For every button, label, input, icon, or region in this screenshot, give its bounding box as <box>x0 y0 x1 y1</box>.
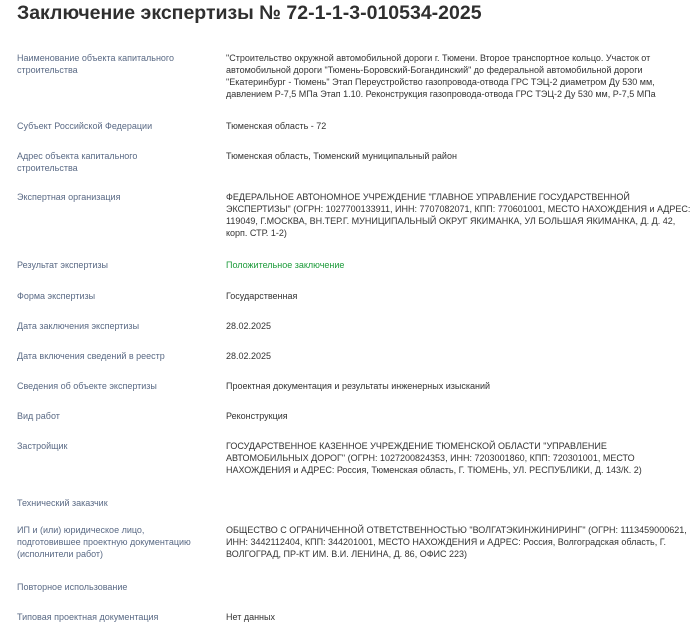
field-value: ФЕДЕРАЛЬНОЕ АВТОНОМНОЕ УЧРЕЖДЕНИЕ "ГЛАВНОЕ УПРАВЛЕНИЕ ГОСУДАРСТВЕННОЙ ЭКСПЕРТИЗЫ" (ОГРН: 1027700133911, ИНН: 7707082071, КПП: 770601001, МЕСТО НАХОЖДЕНИЯ и АДРЕС: 119049, Г.МОСКВА, ВН.ТЕР.Г. МУНИЦИПАЛЬНЫЙ ОКРУГ ЯКИМАНКА, УЛ БОЛЬШАЯ ЯКИМАНКА, Д. Д. 42, корп. СТР. 1-2) <box>226 192 691 238</box>
field-value: Проектная документация и результаты инженерных изысканий <box>226 381 490 391</box>
field-value: Нет данных <box>226 612 275 622</box>
field-value: ГОСУДАРСТВЕННОЕ КАЗЕННОЕ УЧРЕЖДЕНИЕ ТЮМЕНСКОЙ ОБЛАСТИ "УПРАВЛЕНИЕ АВТОМОБИЛЬНЫХ ДОРОГ" (ОГРН: 1027200824353, ИНН: 7203001860, КПП: 720301001, МЕСТО НАХОЖДЕНИЯ и АДРЕС: Россия, Тюменская область, Г. ТЮМЕНЬ, УЛ. РЕСПУБЛИКИ, Д. 143/К. 2) <box>226 441 642 475</box>
field-label: Результат экспертизы <box>17 260 108 270</box>
field-label: Субъект Российской Федерации <box>17 121 153 131</box>
result-status-value: Положительное заключение <box>226 260 345 270</box>
field-label: Экспертная организация <box>17 192 121 202</box>
field-value: Государственная <box>226 291 298 301</box>
field-label: Типовая проектная документация <box>17 612 159 622</box>
field-value: Тюменская область - 72 <box>226 121 327 131</box>
field-label: Вид работ <box>17 411 60 421</box>
field-value: 28.02.2025 <box>226 351 272 361</box>
field-label: Технический заказчик <box>17 498 108 508</box>
field-label: Адрес объекта капитального строительства <box>17 151 138 173</box>
field-label: Наименование объекта капитального строительства <box>17 53 175 75</box>
field-value: "Строительство окружной автомобильной дороги г. Тюмени. Второе транспортное кольцо. Участок от автомобильной дороги "Тюмень-Боровский-Богандинский" до федеральной автомобильной дороги "Екатеринбург - Тюмень" Этап Переустройство газопровода-отвода ГРС ТЭЦ-2 диаметром Ду 530 мм, давлением Р-7,5 МПа Этап 1.10. Реконструкция газопровода-отвода ГРС ТЭЦ-2 Ду 530 мм, Р-7,5 МПа <box>226 53 656 99</box>
field-value: Тюменская область, Тюменский муниципальный район <box>226 151 457 161</box>
field-label: Застройщик <box>17 441 68 451</box>
field-label: ИП и (или) юридическое лицо, подготовившее проектную документацию (исполнители работ) <box>17 525 191 559</box>
page-title: Заключение экспертизы № 72-1-1-3-010534-2025 <box>17 2 482 24</box>
field-value: Реконструкция <box>226 411 288 421</box>
field-label: Дата заключения экспертизы <box>17 321 140 331</box>
field-label: Дата включения сведений в реестр <box>17 351 165 361</box>
field-value: 28.02.2025 <box>226 321 272 331</box>
field-label: Повторное использование <box>17 582 128 592</box>
field-value: ОБЩЕСТВО С ОГРАНИЧЕННОЙ ОТВЕТСТВЕННОСТЬЮ "ВОЛГАТЭКИНЖИНИРИНГ" (ОГРН: 1113459000621, ИНН: 3442112404, КПП: 344201001, МЕСТО НАХОЖДЕНИЯ и АДРЕС: Россия, Волгоградская область, Г. ВОЛГОГРАД, ПР-КТ ИМ. В.И. ЛЕНИНА, Д. 86, ОФИС 223) <box>226 525 687 559</box>
field-label: Сведения об объекте экспертизы <box>17 381 157 391</box>
field-label: Форма экспертизы <box>17 291 96 301</box>
